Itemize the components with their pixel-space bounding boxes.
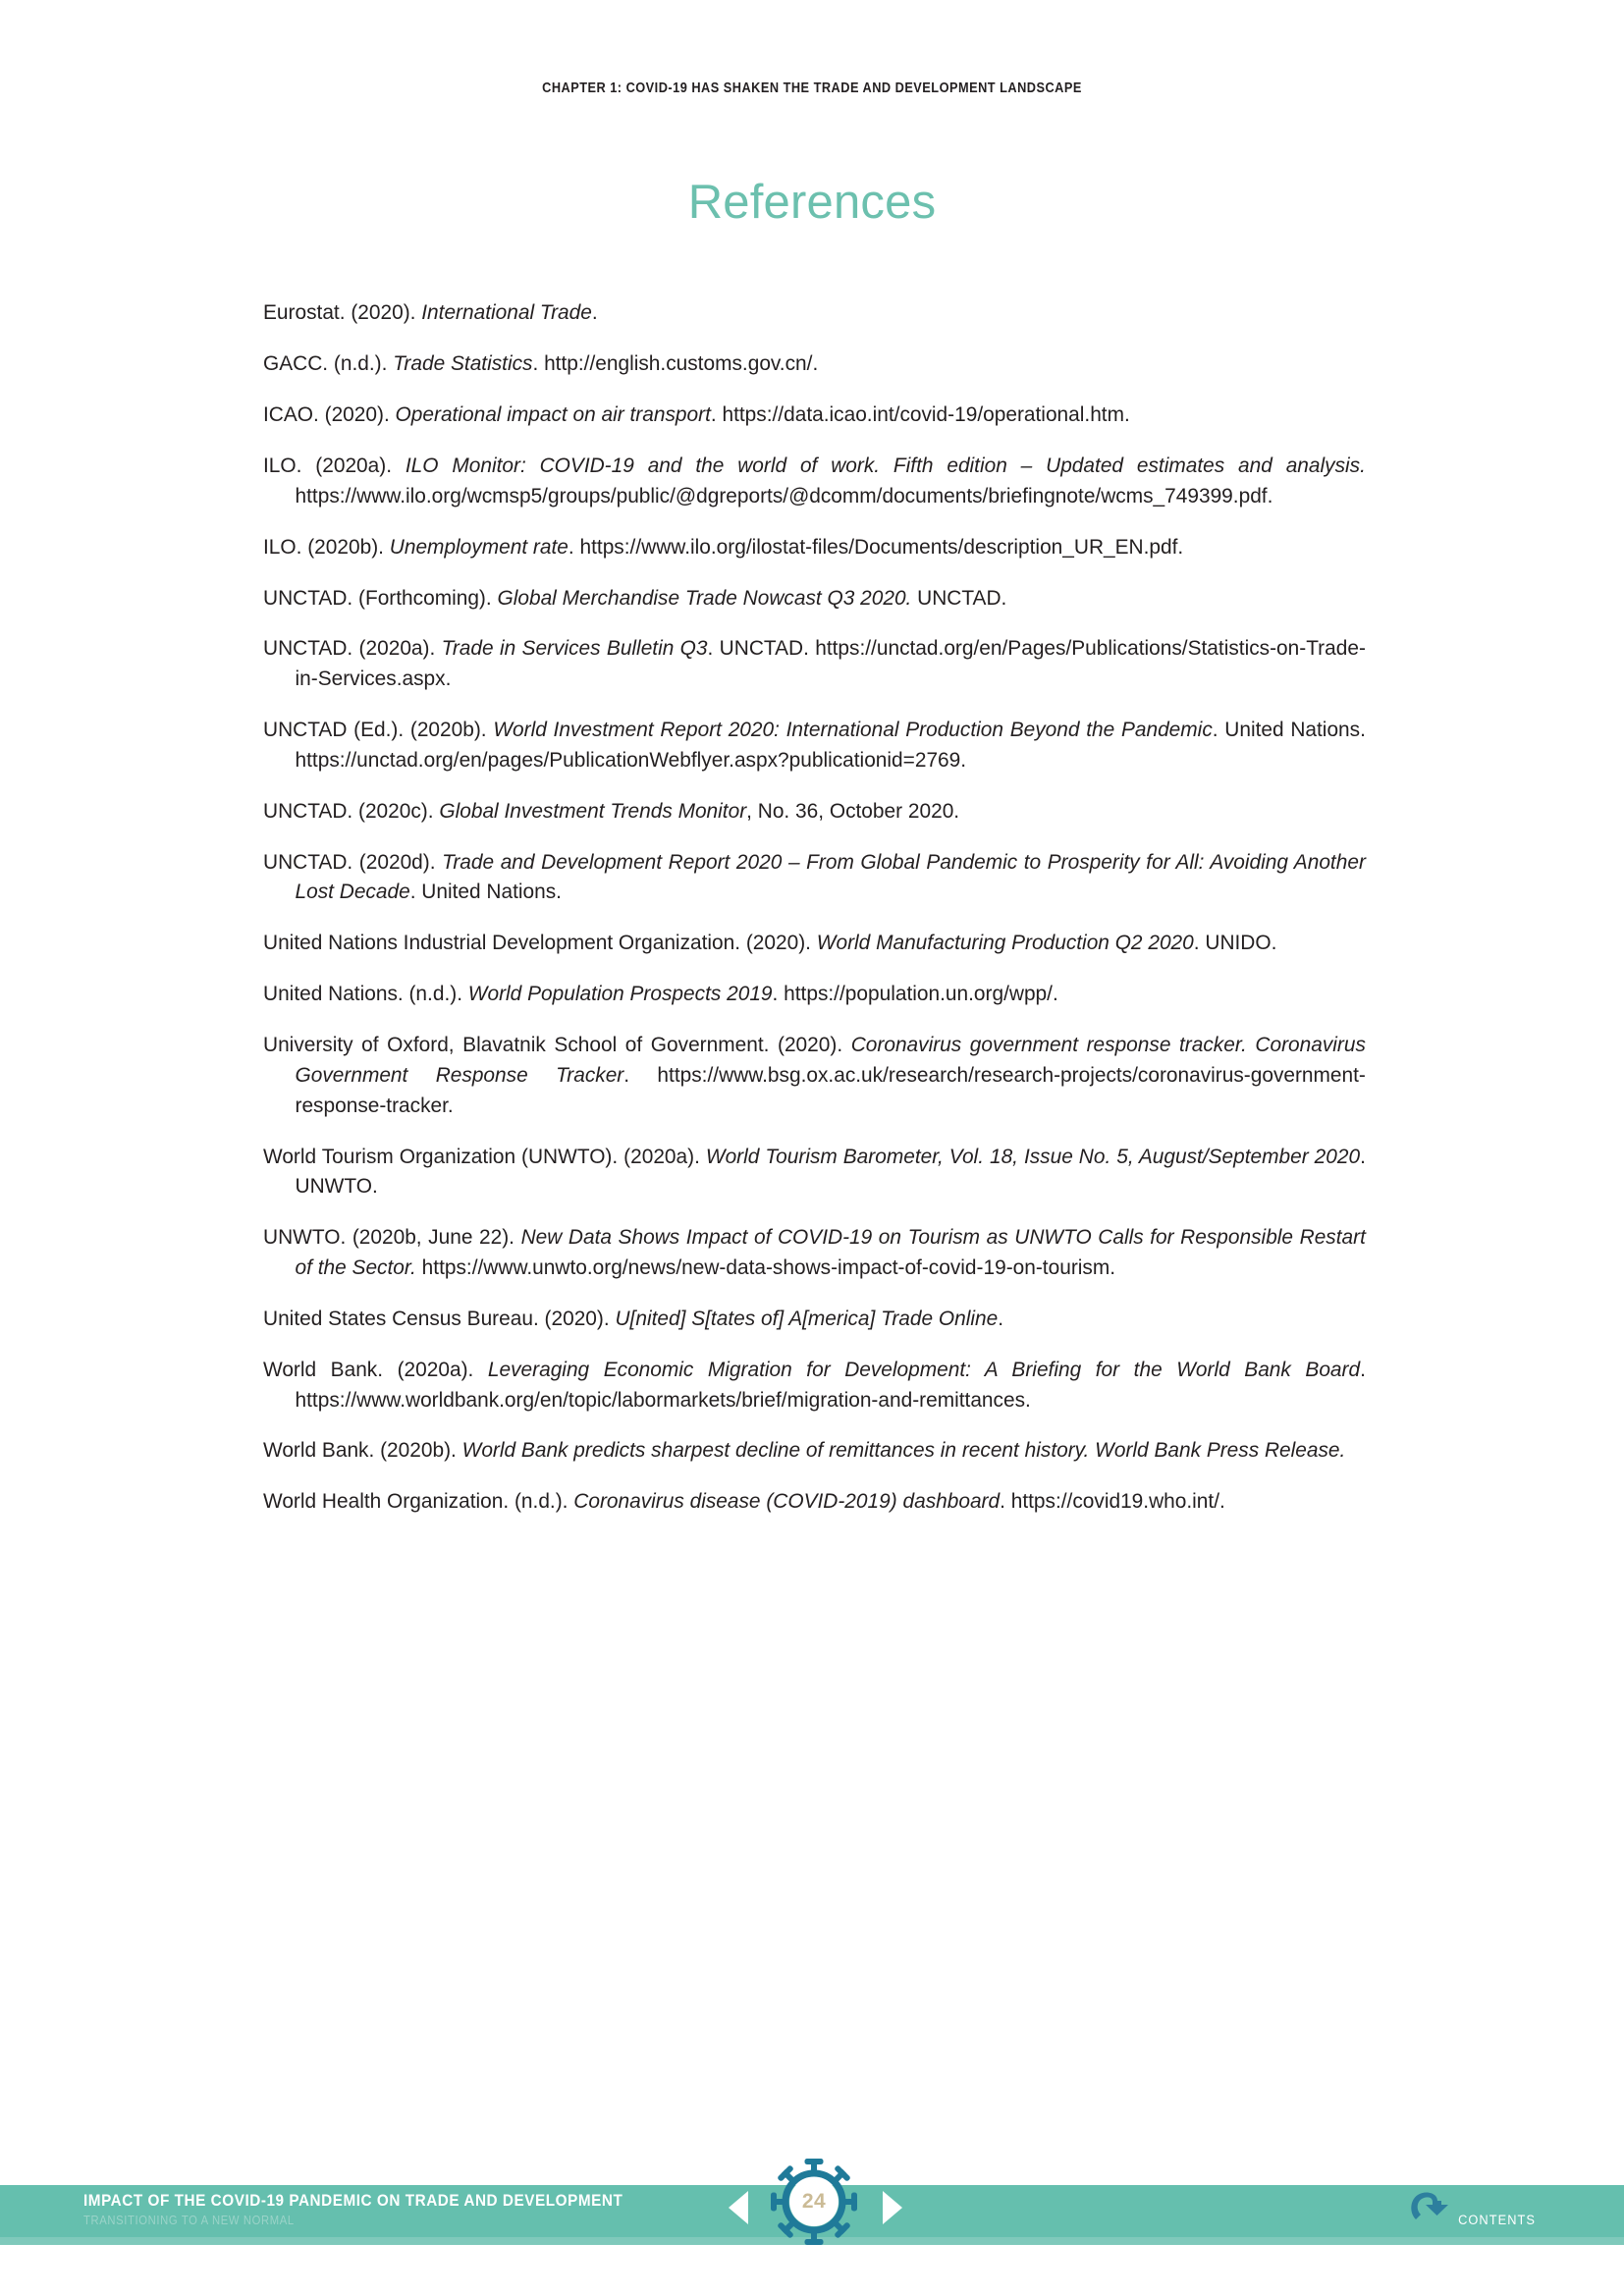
curved-return-arrow-icon — [1406, 2189, 1451, 2229]
reference-entry: United States Census Bureau. (2020). U[nited] S[tates of] A[merica] Trade Online. — [263, 1307, 1004, 1330]
reference-entry: World Tourism Organization (UNWTO). (2020a). World Tourism Barometer, Vol. 18, Issue No. 5, August/September 2020. UNWTO. — [263, 1145, 1366, 1199]
reference-entry: ILO. (2020a). ILO Monitor: COVID-19 and the world of work. Fifth edition – Updated estimates and analysis. https://www.ilo.org/wcmsp5/groups/public/@dgreports/@dcomm/documents/briefingnote/wcms_749399.pdf. — [263, 454, 1366, 507]
footer-publication-subtitle: TRANSITIONING TO A NEW NORMAL — [83, 2213, 295, 2227]
reference-entry: ILO. (2020b). Unemployment rate. https://www.ilo.org/ilostat-files/Documents/description_UR_EN.pdf. — [263, 535, 1184, 559]
reference-entry: UNWTO. (2020b, June 22). New Data Shows Impact of COVID-19 on Tourism as UNWTO Calls for Responsible Restart of the Sector. https://www.unwto.org/news/new-data-shows-impact-of-covid-19-on-tourism. — [263, 1226, 1366, 1279]
reference-entry: UNCTAD. (2020a). Trade in Services Bulletin Q3. UNCTAD. https://unctad.org/en/Pages/Publications/Statistics-on-Trade-in-Services.aspx. — [263, 637, 1366, 691]
reference-entry: United Nations Industrial Development Organization. (2020). World Manufacturing Production Q2 2020. UNIDO. — [263, 932, 1277, 955]
triangle-left-icon[interactable] — [729, 2191, 748, 2224]
reference-entry: University of Oxford, Blavatnik School of Government. (2020). Coronavirus government response tracker. Coronavirus Government Response Tracker. https://www.bsg.ox.ac.uk/research/research-projects/coronavirus-government-response-tracker. — [263, 1034, 1366, 1117]
reference-entry: UNCTAD. (Forthcoming). Global Merchandise Trade Nowcast Q3 2020. UNCTAD. — [263, 586, 1007, 610]
page-number: 24 — [801, 2190, 827, 2213]
reference-entry: GACC. (n.d.). Trade Statistics. http://english.customs.gov.cn/. — [263, 352, 819, 376]
reference-entry: UNCTAD. (2020d). Trade and Development Report 2020 – From Global Pandemic to Prosperity for All: Avoiding Another Lost Decade. United Nations. — [263, 850, 1366, 904]
triangle-right-icon[interactable] — [883, 2191, 902, 2224]
reference-entry: United Nations. (n.d.). World Population Prospects 2019. https://population.un.org/wpp/. — [263, 983, 1058, 1006]
contents-label: CONTENTS — [1458, 2213, 1536, 2227]
reference-entry: World Health Organization. (n.d.). Coronavirus disease (COVID-2019) dashboard. https://covid19.who.int/. — [263, 1490, 1225, 1514]
footer-publication-block — [83, 2192, 682, 2227]
reference-list — [263, 278, 1382, 1518]
reference-entry: ICAO. (2020). Operational impact on air transport. https://data.icao.int/covid-19/operational.htm. — [263, 403, 1130, 427]
contents-link[interactable] — [1406, 2189, 1538, 2229]
reference-entry: Eurostat. (2020). International Trade. — [263, 301, 598, 325]
reference-entry: World Bank. (2020b). World Bank predicts sharpest decline of remittances in recent history. World Bank Press Release. — [263, 1439, 1346, 1463]
reference-entry: UNCTAD. (2020c). Global Investment Trends Monitor, No. 36, October 2020. — [263, 799, 960, 823]
footer-publication-title: IMPACT OF THE COVID-19 PANDEMIC ON TRADE AND DEVELOPMENT — [83, 2190, 623, 2210]
page-title: References — [687, 176, 937, 229]
reference-entry: World Bank. (2020a). Leveraging Economic Migration for Development: A Briefing for the World Bank Board. https://www.worldbank.org/en/topic/labormarkets/brief/migration-and-remittances. — [263, 1358, 1366, 1412]
running-header-chapter-title: CHAPTER 1: COVID-19 HAS SHAKEN THE TRADE AND DEVELOPMENT LANDSCAPE — [542, 80, 1082, 96]
reference-entry: UNCTAD (Ed.). (2020b). World Investment Report 2020: International Production Beyond the Pandemic. United Nations. https://unctad.org/en/pages/PublicationWebflyer.aspx?publicationid=2769. — [263, 719, 1366, 772]
